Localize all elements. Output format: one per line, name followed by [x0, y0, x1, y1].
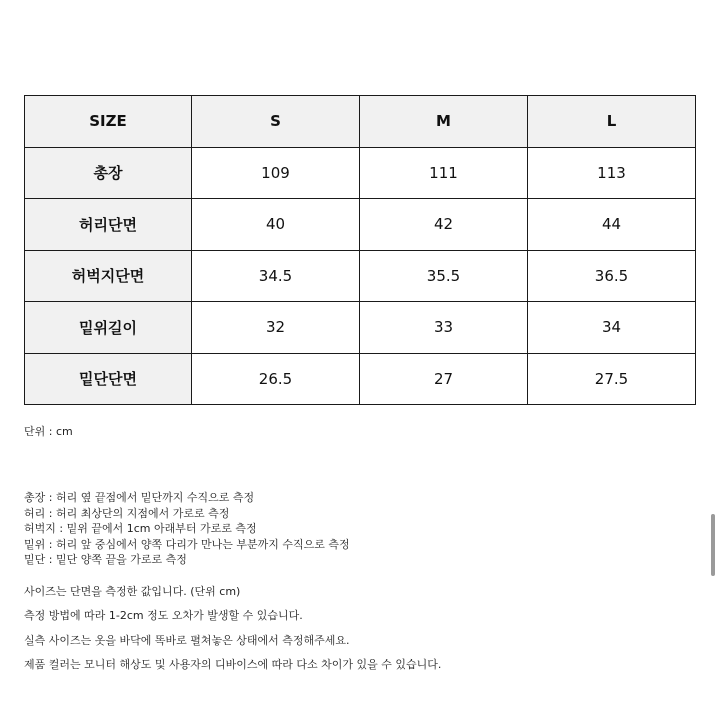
table-cell: 34	[528, 302, 696, 354]
header-size-label: SIZE	[25, 96, 192, 148]
table-cell: 27	[360, 353, 528, 405]
table-row	[25, 147, 696, 199]
table-cell: 40	[192, 199, 360, 251]
info-note: 사이즈는 단면을 측정한 값입니다. (단위 cm)	[24, 585, 241, 598]
info-notes	[24, 584, 441, 681]
table-cell: 32	[192, 302, 360, 354]
table-cell: 34.5	[192, 250, 360, 302]
table-cell: 36.5	[528, 250, 696, 302]
measure-note-rise: 밑위 : 허리 앞 중심에서 양쪽 다리가 만나는 부분까지 수직으로 측정	[24, 537, 350, 551]
table-cell: 27.5	[528, 353, 696, 405]
measurement-notes	[24, 490, 350, 568]
table-cell: 35.5	[360, 250, 528, 302]
info-note: 제품 컬러는 모니터 해상도 및 사용자의 디바이스에 따라 다소 차이가 있을 수 있습니다.	[24, 657, 442, 671]
measure-note-thigh: 허벅지 : 밑위 끝에서 1cm 아래부터 가로로 측정	[24, 522, 257, 536]
row-label-rise: 밑위길이	[25, 302, 192, 354]
size-chart-table	[24, 95, 696, 405]
info-note: 측정 방법에 따라 1-2cm 정도 오차가 발생할 수 있습니다.	[24, 609, 303, 623]
header-size-l: L	[528, 96, 696, 148]
row-label-waist: 허리단면	[25, 199, 192, 251]
row-label-total-length: 총장	[25, 147, 192, 199]
table-cell: 113	[528, 147, 696, 199]
info-note: 실측 사이즈는 옷을 바닥에 똑바로 펼쳐놓은 상태에서 측정해주세요.	[24, 633, 350, 647]
header-size-s: S	[192, 96, 360, 148]
table-cell: 44	[528, 199, 696, 251]
unit-note: 단위 : cm	[24, 425, 73, 438]
table-cell: 26.5	[192, 353, 360, 405]
table-header-row	[25, 96, 696, 148]
row-label-hem: 밑단단면	[25, 353, 192, 405]
table-cell: 111	[360, 147, 528, 199]
measure-note-hem: 밑단 : 밑단 양쪽 끝을 가로로 측정	[24, 553, 187, 567]
table-row	[25, 250, 696, 302]
table-row	[25, 353, 696, 405]
measure-note-total-length: 총장 : 허리 옆 끝점에서 밑단까지 수직으로 측정	[24, 491, 255, 504]
measure-note-waist: 허리 : 허리 최상단의 지점에서 가로로 측정	[24, 506, 230, 520]
table-cell: 33	[360, 302, 528, 354]
table-row	[25, 199, 696, 251]
table-cell: 42	[360, 199, 528, 251]
row-label-thigh: 허벅지단면	[25, 250, 192, 302]
scrollbar-thumb[interactable]	[711, 514, 715, 576]
header-size-m: M	[360, 96, 528, 148]
table-cell: 109	[192, 147, 360, 199]
table-row	[25, 302, 696, 354]
